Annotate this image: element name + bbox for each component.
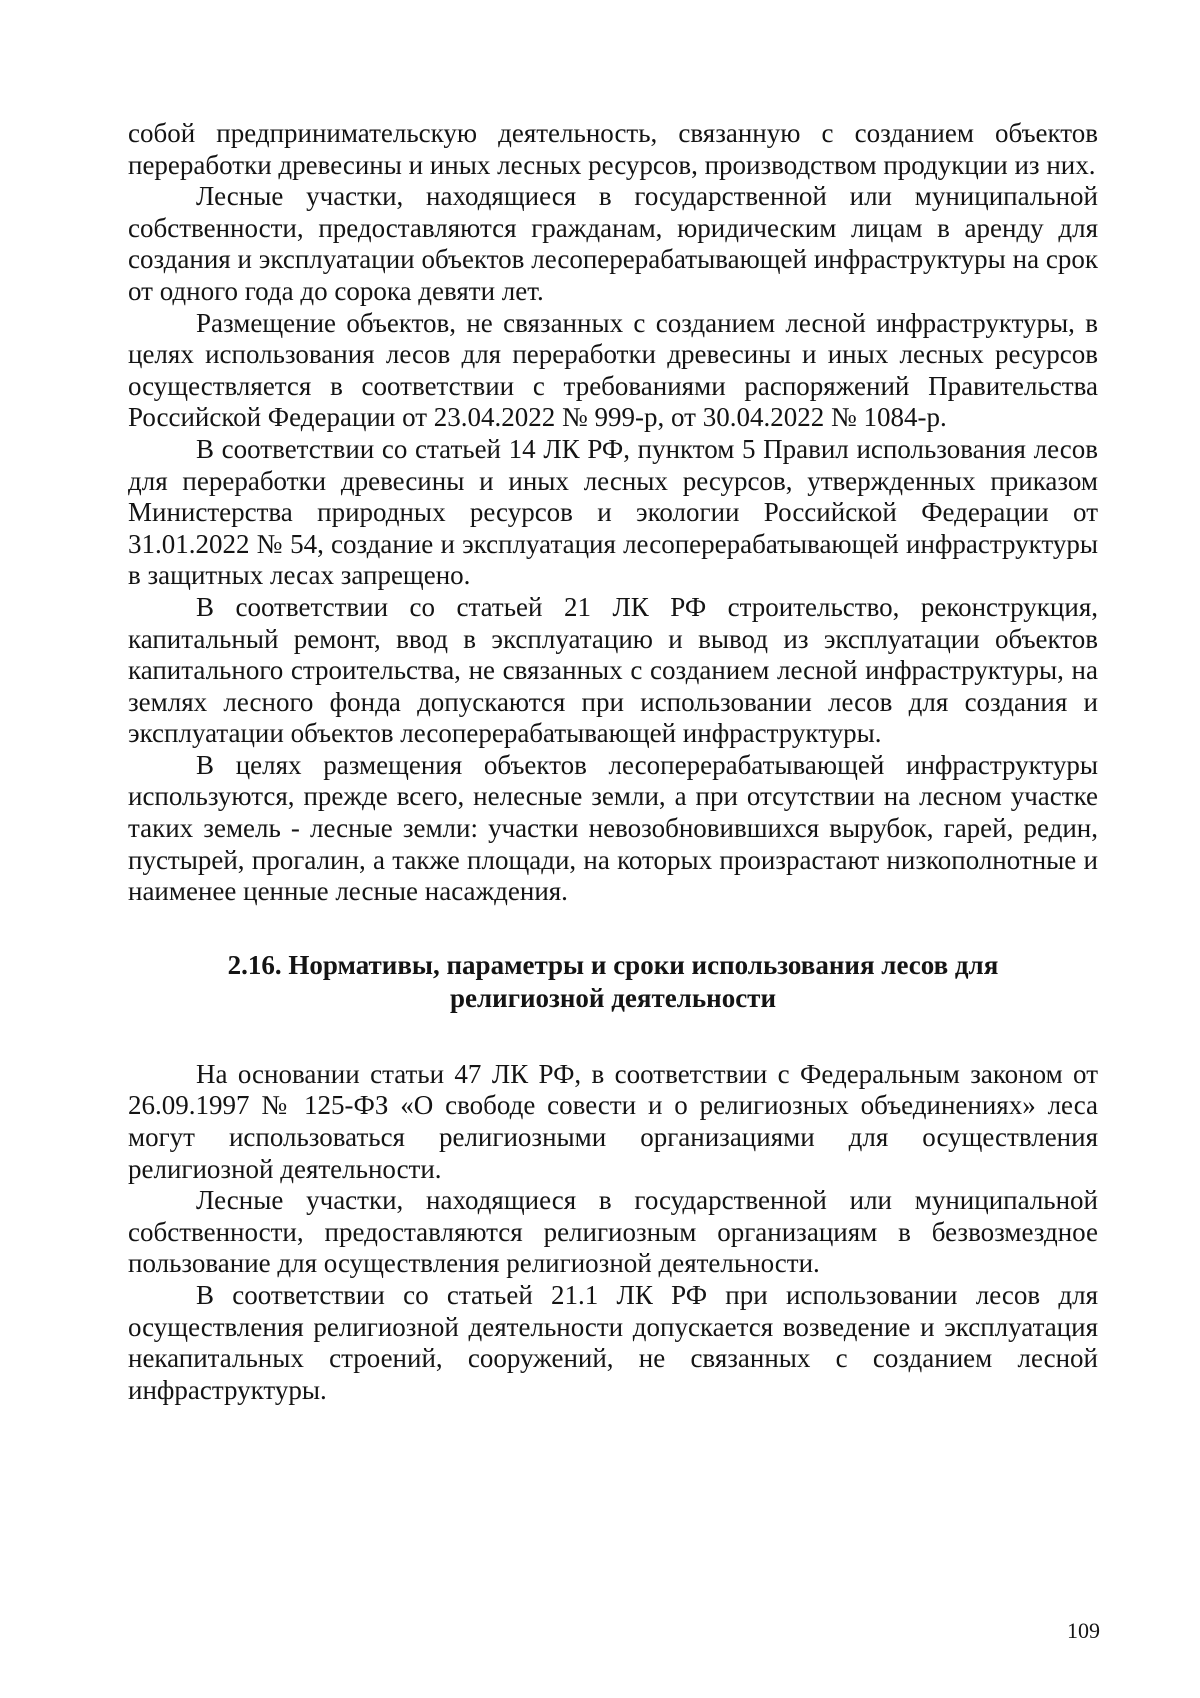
paragraph-free-use: Лесные участки, находящиеся в государственной или муниципальной собственности, предоставляются религиозным организациям в безвозмездное пользование для осуществления религиозной деятельности. bbox=[128, 1185, 1098, 1279]
section-heading bbox=[128, 949, 1098, 1015]
paragraph-placement-objects: Размещение объектов, не связанных с созданием лесной инфраструктуры, в целях использования лесов для переработки древесины и иных лесных ресурсов осуществляется в соответствии с требованиями распоряжений Правительства Российской Федерации от 23.04.2022 № 999-р, от 30.04.2022 № 1084-р. bbox=[128, 307, 1098, 433]
section-heading-line-1: 2.16. Нормативы, параметры и сроки использования лесов для bbox=[227, 949, 999, 980]
paragraph-lease-terms: Лесные участки, находящиеся в государственной или муниципальной собственности, предоставляются гражданам, юридическим лицам в аренду для создания и эксплуатации объектов лесоперерабатывающей инфраструктуры на срок от одного года до сорока девяти лет. bbox=[128, 181, 1098, 306]
paragraph-continuation: собой предпринимательскую деятельность, связанную с созданием объектов переработки древесины и иных лесных ресурсов, производством продукции из них. bbox=[128, 118, 1098, 180]
paragraph-article-21: В соответствии со статьей 21 ЛК РФ строительство, реконструкция, капитальный ремонт, ввод в эксплуатацию и вывод из эксплуатации объектов капитального строительства, не связанных с созданием лесной инфраструктуры, на землях лесного фонда допускаются при использовании лесов для создания и эксплуатации объектов лесоперерабатывающей инфраструктуры. bbox=[128, 591, 1098, 749]
paragraph-land-use: В целях размещения объектов лесоперерабатывающей инфраструктуры используются, прежде всего, нелесные земли, а при отсутствии на лесном участке таких земель - лесные земли: участки невозобновившихся вырубок, гарей, редин, пустырей, прогалин, а также площади, на которых произрастают низкополнотные и наименее ценные лесные насаждения. bbox=[128, 749, 1098, 907]
page-number: 109 bbox=[1067, 1618, 1100, 1643]
document-page bbox=[128, 118, 1098, 1406]
paragraph-article-47: На основании статьи 47 ЛК РФ, в соответствии с Федеральным законом от 26.09.1997 № 125-ФЗ «О свободе совести и о религиозных объединениях» леса могут использоваться религиозными организациями для осуществления религиозной деятельности. bbox=[128, 1058, 1098, 1184]
paragraph-article-21-1: В соответствии со статьей 21.1 ЛК РФ при использовании лесов для осуществления религиозной деятельности допускается возведение и эксплуатация некапитальных строений, сооружений, не связанных с созданием лесной инфраструктуры. bbox=[128, 1280, 1098, 1405]
section-heading-line-2: религиозной деятельности bbox=[449, 982, 777, 1013]
paragraph-article-14: В соответствии со статьей 14 ЛК РФ, пунктом 5 Правил использования лесов для переработки древесины и иных лесных ресурсов, утвержденных приказом Министерства природных ресурсов и экологии Российской Федерации от 31.01.2022 № 54, создание и эксплуатация лесоперерабатывающей инфраструктуры в защитных лесах запрещено. bbox=[128, 433, 1098, 591]
